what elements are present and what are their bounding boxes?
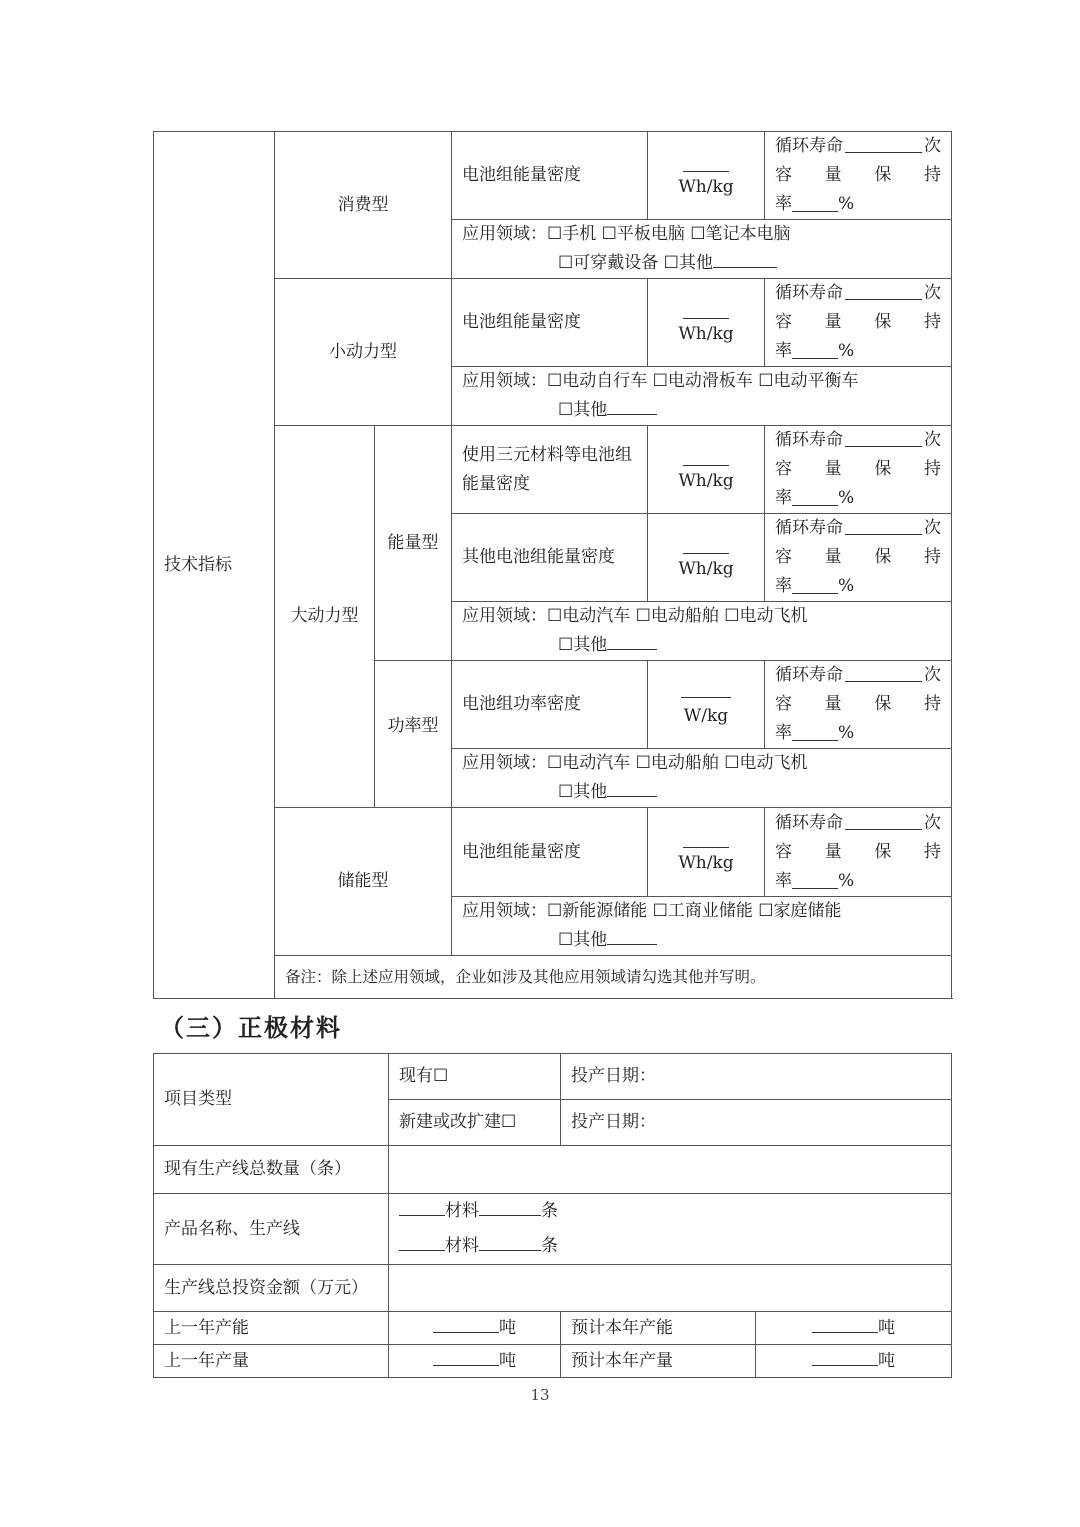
line-count-label: 现有生产线总数量（条）: [154, 1146, 389, 1194]
category-large-power: 大动力型: [275, 426, 375, 808]
metric-label: 电池组功率密度: [452, 661, 648, 749]
cycle-life-cell[interactable]: 循环寿命 次 容 量 保 持 率 %: [765, 132, 952, 220]
subcategory-power: 功率型: [375, 661, 452, 808]
unit-cell[interactable]: W/kg: [648, 661, 765, 749]
unit-cell[interactable]: Wh/kg: [648, 808, 765, 897]
metric-label: 使用三元材料等电池组能量密度: [452, 426, 648, 514]
last-year-output-input[interactable]: 吨: [389, 1345, 561, 1378]
category-storage: 储能型: [275, 808, 452, 956]
line-count-input[interactable]: [389, 1146, 952, 1194]
last-year-capacity-label: 上一年产能: [154, 1312, 389, 1345]
cycle-life-cell[interactable]: 循环寿命 次 容 量 保 持 率 %: [765, 661, 952, 749]
metric-label: 电池组能量密度: [452, 808, 648, 897]
metric-label: 电池组能量密度: [452, 132, 648, 220]
cycle-life-cell[interactable]: 循环寿命 次 容 量 保 持 率 %: [765, 808, 952, 897]
application-field[interactable]: 应用领域：☐电动汽车 ☐电动船舶 ☐电动飞机 ☐其他: [452, 602, 952, 661]
tech-indicator-label: 技术指标: [154, 132, 275, 999]
cycle-life-cell[interactable]: 循环寿命 次 容 量 保 持 率 %: [765, 279, 952, 367]
est-output-input[interactable]: 吨: [756, 1345, 952, 1378]
unit-cell[interactable]: Wh/kg: [648, 514, 765, 602]
application-field[interactable]: 应用领域：☐手机 ☐平板电脑 ☐笔记本电脑 ☐可穿戴设备 ☐其他: [452, 220, 952, 279]
production-date-field[interactable]: 投产日期：: [561, 1100, 952, 1146]
product-lines-input[interactable]: 材料 条 材料 条: [389, 1194, 952, 1265]
est-capacity-input[interactable]: 吨: [756, 1312, 952, 1345]
production-date-field[interactable]: 投产日期：: [561, 1054, 952, 1100]
cycle-life-cell[interactable]: 循环寿命 次 容 量 保 持 率 %: [765, 514, 952, 602]
section-title: （三）正极材料: [160, 1014, 342, 1042]
metric-label: 其他电池组能量密度: [452, 514, 648, 602]
subcategory-energy: 能量型: [375, 426, 452, 661]
product-name-label: 产品名称、生产线: [154, 1194, 389, 1265]
application-field[interactable]: 应用领域：☐电动自行车 ☐电动滑板车 ☐电动平衡车 ☐其他: [452, 367, 952, 426]
table-note: 备注：除上述应用领域，企业如涉及其他应用领域请勾选其他并写明。: [275, 956, 952, 999]
est-capacity-label: 预计本年产能: [561, 1312, 756, 1345]
unit-cell[interactable]: Wh/kg: [648, 426, 765, 514]
last-year-output-label: 上一年产量: [154, 1345, 389, 1378]
est-output-label: 预计本年产量: [561, 1345, 756, 1378]
total-investment-label: 生产线总投资金额（万元）: [154, 1265, 389, 1312]
application-field[interactable]: 应用领域：☐新能源储能 ☐工商业储能 ☐家庭储能 ☐其他: [452, 897, 952, 956]
category-small-power: 小动力型: [275, 279, 452, 426]
last-year-capacity-input[interactable]: 吨: [389, 1312, 561, 1345]
new-build-checkbox[interactable]: 新建或改扩建☐: [389, 1100, 561, 1146]
total-investment-input[interactable]: [389, 1265, 952, 1312]
metric-label: 电池组能量密度: [452, 279, 648, 367]
existing-checkbox[interactable]: 现有☐: [389, 1054, 561, 1100]
project-type-label: 项目类型: [154, 1054, 389, 1146]
category-consumer: 消费型: [275, 132, 452, 279]
technical-indicators-table: [153, 131, 952, 999]
application-field[interactable]: 应用领域：☐电动汽车 ☐电动船舶 ☐电动飞机 ☐其他: [452, 749, 952, 808]
unit-cell[interactable]: Wh/kg: [648, 132, 765, 220]
cathode-material-table: [153, 1053, 952, 1378]
page-number: 13: [530, 1386, 550, 1404]
unit-cell[interactable]: Wh/kg: [648, 279, 765, 367]
cycle-life-cell[interactable]: 循环寿命 次 容 量 保 持 率 %: [765, 426, 952, 514]
